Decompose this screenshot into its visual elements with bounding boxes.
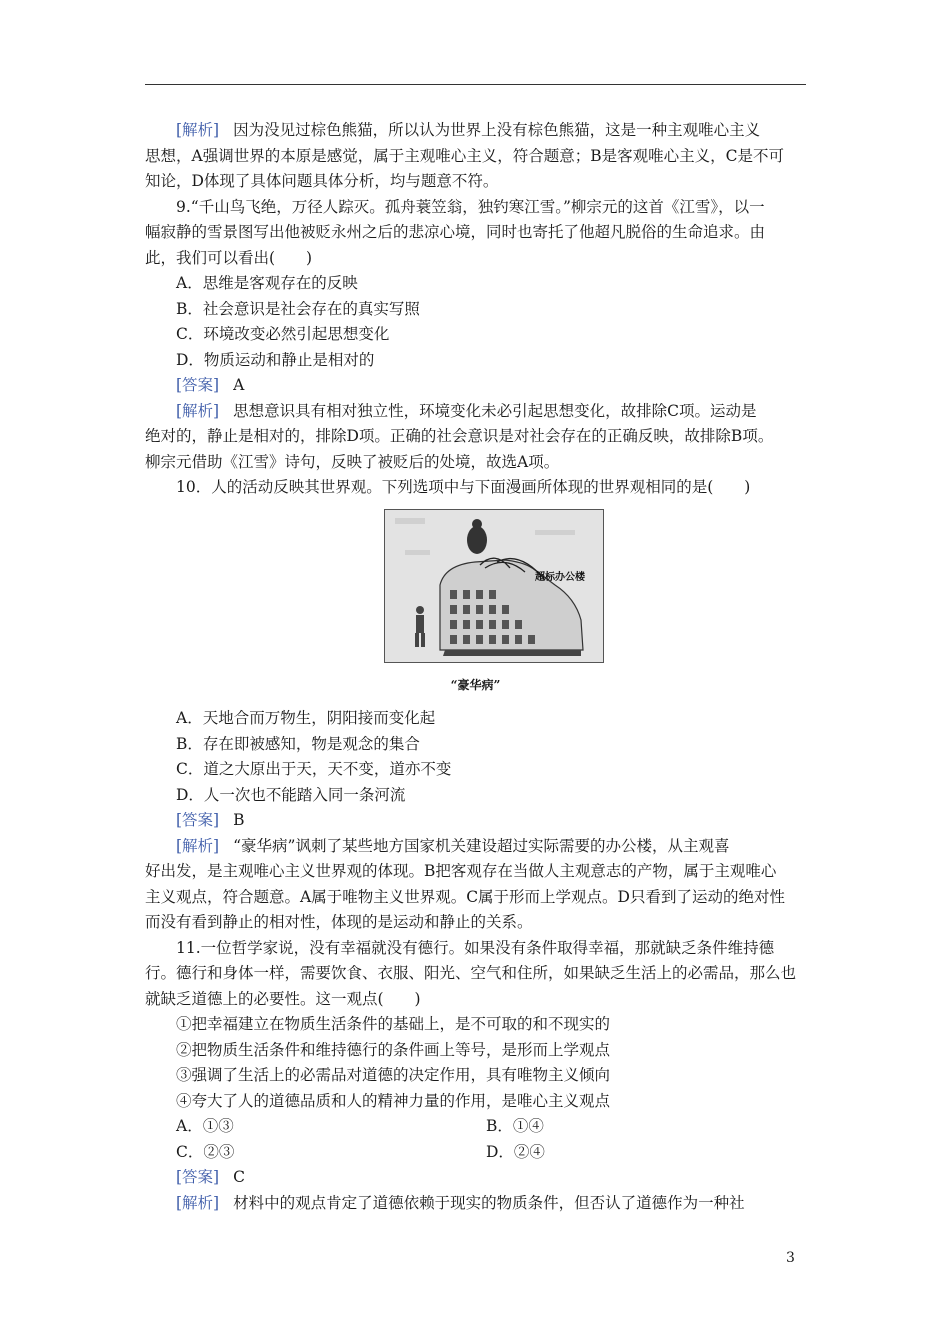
q9-option-b: B．社会意识是社会存在的真实写照 [176, 299, 420, 318]
q9-stem-line-1: 9.“千山鸟飞绝，万径人踪灭。孤舟蓑笠翁，独钓寒江雪。”柳宗元的这首《江雪》，以一 [176, 197, 765, 216]
q9-option-a: A．思维是客观存在的反映 [176, 274, 358, 292]
q10-stem: 10．人的活动反映其世界观。下列选项中与下面漫画所体现的世界观相同的是( ) [176, 478, 751, 496]
q9-analysis-line-3: 柳宗元借助《江雪》诗句，反映了被贬后的处境，故选A项。 [145, 452, 560, 471]
q9-stem-line-2: 幅寂静的雪景图写出他被贬永州之后的悲凉心境，同时也寄托了他超凡脱俗的生命追求。由 [145, 223, 766, 241]
q11-statement-2: ②把物质生活条件和维持德行的条件画上等号，是形而上学观点 [176, 1040, 611, 1059]
q9-option-c: C．环境改变必然引起思想变化 [176, 325, 390, 343]
analysis-tag: [解析] [176, 1193, 220, 1212]
page-number: 3 [786, 1250, 795, 1266]
answer-tag: [答案] [176, 811, 220, 829]
q9-stem-line-3: 此，我们可以看出( ) [145, 248, 313, 267]
q11-stem-line-2: 行。德行和身体一样，需要饮食、衣服、阳光、空气和住所，如果缺乏生活上的必需品，那么也 [145, 964, 797, 982]
q8-analysis-line-3: 知论，D体现了具体问题具体分析，均与题意不符。 [145, 172, 499, 190]
figure-label: 超标办公楼 [535, 571, 585, 583]
q11-option-c: C．②③ [176, 1142, 235, 1161]
q10-analysis-line-2: 好出发，是主观唯心主义世界观的体现。B把客观存在当做人主观意志的产物，属于主观唯心 [145, 862, 777, 880]
q9-analysis-line-2: 绝对的，静止是相对的，排除D项。正确的社会意识是对社会存在的正确反映，故排除B项。 [145, 427, 774, 445]
q11-option-b: B．①④ [486, 1117, 544, 1135]
q11-analysis-line-1: [解析] 材料中的观点肯定了道德依赖于现实的物质条件，但否认了道德作为一种社 [176, 1193, 745, 1212]
q11-answer [145, 1165, 806, 1191]
q10-analysis-line-4: 而没有看到静止的相对性，体现的是运动和静止的关系。 [145, 913, 533, 931]
q10-answer-value: B [233, 811, 245, 829]
q11-option-d: D．②④ [486, 1142, 545, 1161]
q9-option-d: D．物质运动和静止是相对的 [176, 350, 375, 369]
q11-answer-value: C [233, 1168, 245, 1186]
q10-option-c: C．道之大原出于天，天不变，道亦不变 [176, 760, 452, 778]
q10-option-a: A．天地合而万物生，阴阳接而变化起 [176, 709, 436, 727]
analysis-tag: [解析] [176, 836, 220, 855]
q9-analysis-line-1: [解析] 思想意识具有相对独立性，环境变化未必引起思想变化，故排除C项。运动是 [176, 401, 757, 420]
header-rule [145, 84, 806, 85]
q8-analysis-line-2: 思想，A强调世界的本原是感觉，属于主观唯心主义，符合题意；B是客观唯心主义，C是不可 [145, 146, 784, 165]
q10-option-b: B．存在即被感知，物是观念的集合 [176, 734, 420, 753]
q11-options-row-1 [145, 1114, 806, 1140]
q8-analysis-line-1: [解析] 因为没见过棕色熊猫，所以认为世界上没有棕色熊猫，这是一种主观唯心主义 [176, 121, 761, 139]
q11-stem-line-1: 11.一位哲学家说，没有幸福就没有德行。如果没有条件取得幸福，那就缺乏条件维持德 [176, 938, 775, 957]
q11-options-row-2 [145, 1140, 806, 1166]
answer-tag: [答案] [176, 376, 220, 394]
analysis-tag: [解析] [176, 121, 220, 139]
q11-stem-line-3: 就缺乏道德上的必要性。这一观点( ) [145, 989, 421, 1008]
q10-answer [145, 808, 806, 834]
figure-caption: “豪华病” [450, 677, 501, 692]
q10-analysis-line-3: 主义观点，符合题意。A属于唯物主义世界观。C属于形而上学观点。D只看到了运动的绝对性 [145, 887, 785, 906]
q9-answer-value: A [233, 376, 245, 394]
analysis-tag: [解析] [176, 401, 220, 420]
q11-option-a: A．①③ [176, 1117, 234, 1135]
q10-option-d: D．人一次也不能踏入同一条河流 [176, 785, 406, 804]
q11-statement-3: ③强调了生活上的必需品对道德的决定作用，具有唯物主义倾向 [176, 1066, 611, 1084]
answer-tag: [答案] [176, 1168, 220, 1186]
q11-statement-1: ①把幸福建立在物质生活条件的基础上，是不可取的和不现实的 [176, 1015, 611, 1033]
q11-statement-4: ④夸大了人的道德品质和人的精神力量的作用，是唯心主义观点 [176, 1091, 611, 1110]
cartoon-illustration [385, 510, 603, 662]
cartoon-figure [384, 509, 604, 663]
q10-analysis-line-1: [解析] “豪华病”讽刺了某些地方国家机关建设超过实际需要的办公楼，从主观喜 [176, 836, 730, 855]
document-page [145, 118, 806, 1216]
q9-answer [145, 373, 806, 399]
